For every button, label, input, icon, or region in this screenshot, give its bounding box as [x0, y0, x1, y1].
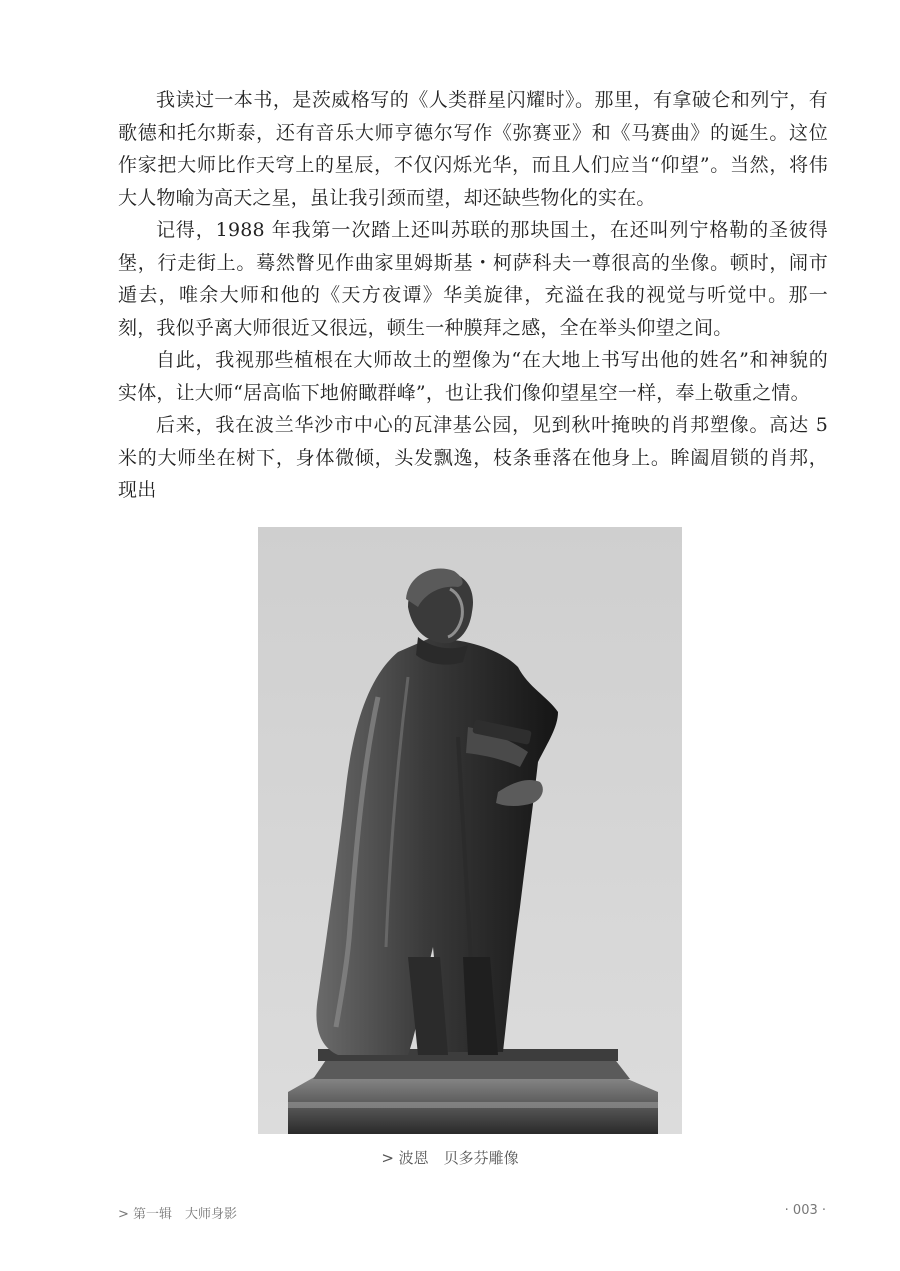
paragraph-3: 自此，我视那些植根在大师故土的塑像为“在大地上书写出他的姓名”和神貌的实体，让大师“居高临下地俯瞰群峰”，也让我们像仰望星空一样，奉上敬重之情。	[118, 349, 828, 404]
paragraph-1: 我读过一本书，是茨威格写的《人类群星闪耀时》。那里，有拿破仑和列宁，有歌德和托尔斯泰，还有音乐大师亨德尔写作《弥赛亚》和《马赛曲》的诞生。这位作家把大师比作天穹上的星辰，不仅闪烁光华，而且人们应当“仰望”。当然，将伟大人物喻为高天之星，虽让我引颈而望，却还缺些物化的实在。	[118, 89, 828, 209]
footer-section-title: > 第一辑 大师身影	[118, 1207, 238, 1222]
statue-illustration	[258, 527, 682, 1134]
pedestal	[288, 1049, 658, 1134]
figure-caption: > 波恩 贝多芬雕像	[381, 1149, 519, 1167]
body-text	[118, 84, 828, 507]
beethoven-statue-photo	[258, 527, 682, 1134]
page-number: · 003 ·	[784, 1203, 826, 1218]
paragraph-2: 记得，1988 年我第一次踏上还叫苏联的那块国土，在还叫列宁格勒的圣彼得堡，行走街上。蓦然瞥见作曲家里姆斯基・柯萨科夫一尊很高的坐像。顿时，闹市遁去，唯余大师和他的《天方夜谭》华美旋律，充溢在我的视觉与听觉中。那一刻，我似乎离大师很近又很远，顿生一种膜拜之感，全在举头仰望之间。	[118, 219, 828, 339]
paragraph-4: 后来，我在波兰华沙市中心的瓦津基公园，见到秋叶掩映的肖邦塑像。高达 5 米的大师坐在树下，身体微倾，头发飘逸，枝条垂落在他身上。眸阖眉锁的肖邦，现出	[118, 414, 828, 501]
